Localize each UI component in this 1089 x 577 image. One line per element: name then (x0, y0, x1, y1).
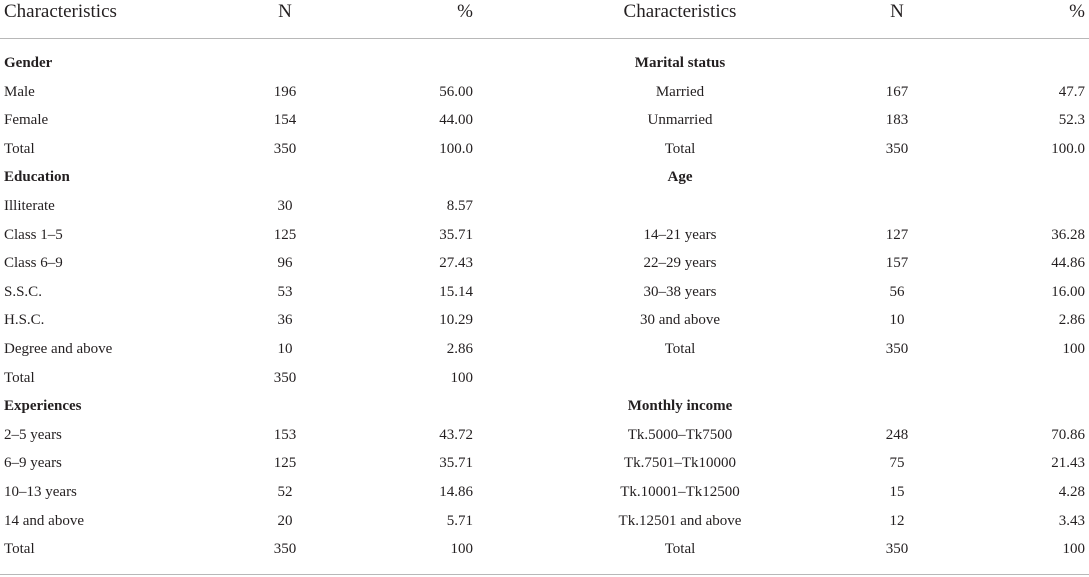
header-rule (0, 38, 1089, 39)
table-cell-right-n: 12 (889, 512, 905, 529)
table-cell-right-pct: 100 (1062, 541, 1085, 558)
table-cell-left-pct: 8.57 (446, 198, 473, 214)
header-right-percent: % (1069, 1, 1085, 22)
table-cell-left-label: 6–9 years (4, 455, 62, 472)
table-cell-left-n: 125 (273, 455, 297, 472)
table-cell-right-pct: 100.0 (1051, 140, 1085, 157)
table-cell-right-label: Tk.12501 and above (618, 512, 742, 529)
section-heading: Education (4, 169, 70, 186)
table-cell-left-pct: 2.86 (446, 341, 473, 357)
table-cell-right-pct: 2.86 (1058, 312, 1085, 329)
header-left-percent: % (457, 1, 473, 22)
table-cell-left-pct: 10.29 (439, 312, 473, 329)
table-cell-right-pct: 70.86 (1051, 426, 1085, 443)
table-cell-right-n: 350 (885, 341, 909, 357)
section-heading: Monthly income (627, 398, 733, 415)
table-cell-right-pct: 4.28 (1058, 484, 1085, 500)
table-cell-right-label: Tk.7501–Tk10000 (623, 455, 737, 472)
table-cell-left-pct: 35.71 (439, 226, 473, 243)
table-cell-right-label: 30–38 years (643, 283, 717, 300)
table-cell-left-pct: 14.86 (439, 484, 473, 500)
table-cell-left-label: 2–5 years (4, 426, 62, 443)
table-cell-left-label: Illiterate (4, 198, 55, 214)
table-cell-left-label: H.S.C. (4, 312, 45, 329)
table-cell-right-n: 157 (885, 255, 909, 272)
table-cell-right-pct: 36.28 (1051, 226, 1085, 243)
table-cell-left-pct: 44.00 (439, 112, 473, 129)
table-cell-right-label: Tk.5000–Tk7500 (627, 426, 733, 443)
table-cell-right-pct: 100 (1062, 341, 1085, 357)
header-right-characteristics: Characteristics (623, 1, 737, 22)
table-cell-right-label: Total (664, 341, 696, 357)
table-cell-right-n: 15 (889, 484, 905, 500)
table-cell-right-n: 10 (889, 312, 905, 329)
table-cell-left-pct: 35.71 (439, 455, 473, 472)
section-heading: Gender (4, 55, 53, 71)
table-cell-right-n: 350 (885, 140, 909, 157)
table-cell-right-n: 167 (885, 83, 909, 100)
section-heading: Marital status (634, 55, 726, 71)
table-cell-left-n: 36 (277, 312, 293, 329)
table-cell-left-label: Total (4, 369, 35, 386)
header-left-n: N (278, 1, 292, 22)
table-cell-left-label: S.S.C. (4, 283, 42, 300)
table-cell-left-pct: 100 (450, 369, 473, 386)
table-cell-right-label: Total (664, 541, 696, 558)
table-cell-left-pct: 15.14 (439, 283, 473, 300)
table-cell-right-label: Tk.10001–Tk12500 (620, 484, 740, 500)
table-cell-right-label: 22–29 years (643, 255, 717, 272)
table-cell-left-n: 154 (273, 112, 297, 129)
table-cell-right-n: 75 (889, 455, 905, 472)
table-cell-right-label: 30 and above (640, 312, 720, 329)
table-cell-left-n: 153 (273, 426, 297, 443)
table-cell-left-n: 125 (273, 226, 297, 243)
table-cell-right-label: Total (664, 140, 696, 157)
table-cell-right-pct: 3.43 (1058, 512, 1085, 529)
table-cell-left-pct: 5.71 (446, 512, 473, 529)
table-cell-right-pct: 52.3 (1058, 112, 1085, 129)
table-cell-right-pct: 21.43 (1051, 455, 1085, 472)
table-cell-right-n: 350 (885, 541, 909, 558)
table-cell-left-n: 350 (273, 140, 297, 157)
table-cell-left-n: 96 (277, 255, 293, 272)
table-cell-right-n: 183 (885, 112, 909, 129)
table-cell-left-label: Total (4, 140, 35, 157)
table-cell-left-label: Female (4, 112, 49, 129)
table-cell-left-pct: 43.72 (439, 426, 473, 443)
table-cell-right-label: 14–21 years (643, 226, 717, 243)
table-cell-left-pct: 100 (450, 541, 473, 558)
table-cell-right-n: 127 (885, 226, 909, 243)
table-cell-left-label: Male (4, 83, 35, 100)
table-cell-right-n: 56 (889, 283, 905, 300)
header-right-n: N (890, 1, 904, 22)
section-heading: Experiences (4, 398, 82, 415)
table-cell-left-label: 10–13 years (4, 484, 77, 500)
table-cell-left-pct: 100.0 (439, 140, 473, 157)
table-cell-left-label: 14 and above (4, 512, 84, 529)
table-cell-left-label: Class 1–5 (4, 226, 63, 243)
table-cell-left-label: Class 6–9 (4, 255, 63, 272)
table-cell-left-n: 196 (273, 83, 297, 100)
table-cell-left-label: Degree and above (4, 341, 113, 357)
table-cell-right-label: Unmarried (647, 112, 713, 129)
section-heading: Age (667, 169, 693, 186)
table-cell-left-label: Total (4, 541, 35, 558)
table-cell-right-pct: 44.86 (1051, 255, 1085, 272)
table-cell-left-pct: 56.00 (439, 83, 473, 100)
table-cell-left-n: 53 (277, 283, 293, 300)
table-cell-left-n: 350 (273, 369, 297, 386)
table-cell-right-n: 248 (885, 426, 909, 443)
table-cell-left-n: 10 (277, 341, 293, 357)
header-left-characteristics: Characteristics (4, 1, 117, 22)
table-cell-left-n: 52 (277, 484, 293, 500)
table-cell-left-n: 20 (277, 512, 293, 529)
table-cell-right-pct: 16.00 (1051, 283, 1085, 300)
bottom-rule (0, 574, 1089, 575)
table-cell-right-label: Married (655, 83, 705, 100)
table-cell-left-n: 30 (277, 198, 293, 214)
table-cell-left-pct: 27.43 (439, 255, 473, 272)
table-cell-right-pct: 47.7 (1058, 83, 1085, 100)
table-cell-left-n: 350 (273, 541, 297, 558)
